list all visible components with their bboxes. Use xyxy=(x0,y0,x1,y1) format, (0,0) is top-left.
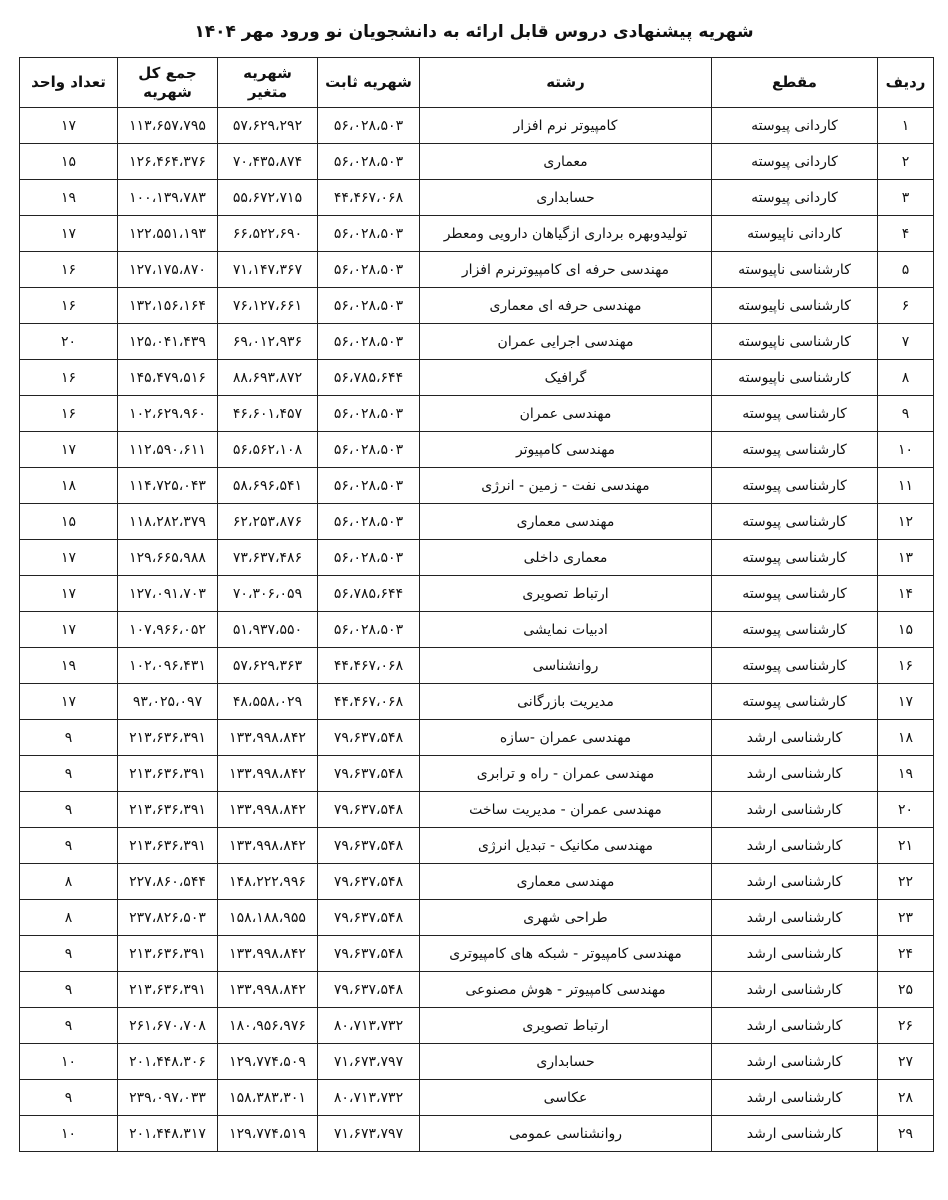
cell-level: کارشناسی ناپیوسته xyxy=(712,288,878,324)
cell-level: کارشناسی پیوسته xyxy=(712,396,878,432)
cell-total-fee: ۲۰۱،۴۴۸،۳۰۶ xyxy=(118,1044,218,1080)
table-row xyxy=(20,288,934,324)
cell-fixed-fee: ۵۶،۰۲۸،۵۰۳ xyxy=(318,432,420,468)
cell-field: معماری xyxy=(420,144,712,180)
cell-total-fee: ۱۲۹،۶۶۵،۹۸۸ xyxy=(118,540,218,576)
table-row xyxy=(20,864,934,900)
cell-fixed-fee: ۷۱،۶۷۳،۷۹۷ xyxy=(318,1044,420,1080)
cell-total-fee: ۱۲۶،۴۶۴،۳۷۶ xyxy=(118,144,218,180)
cell-units: ۹ xyxy=(20,792,118,828)
cell-total-fee: ۱۱۸،۲۸۲،۳۷۹ xyxy=(118,504,218,540)
cell-units: ۱۵ xyxy=(20,144,118,180)
cell-variable-fee: ۵۸،۶۹۶،۵۴۱ xyxy=(218,468,318,504)
cell-field: مهندسی کامپیوتر - هوش مصنوعی xyxy=(420,972,712,1008)
cell-row-number: ۱ xyxy=(878,108,934,144)
cell-total-fee: ۱۲۷،۰۹۱،۷۰۳ xyxy=(118,576,218,612)
cell-fixed-fee: ۵۶،۰۲۸،۵۰۳ xyxy=(318,324,420,360)
cell-row-number: ۹ xyxy=(878,396,934,432)
cell-total-fee: ۱۱۴،۷۲۵،۰۴۳ xyxy=(118,468,218,504)
cell-level: کارشناسی پیوسته xyxy=(712,684,878,720)
cell-row-number: ۱۵ xyxy=(878,612,934,648)
cell-row-number: ۲۳ xyxy=(878,900,934,936)
cell-field: حسابداری xyxy=(420,180,712,216)
cell-level: کارشناسی پیوسته xyxy=(712,648,878,684)
cell-total-fee: ۱۴۵،۴۷۹،۵۱۶ xyxy=(118,360,218,396)
cell-total-fee: ۲۱۳،۶۳۶،۳۹۱ xyxy=(118,936,218,972)
cell-field: روانشناسی xyxy=(420,648,712,684)
cell-variable-fee: ۴۸،۵۵۸،۰۲۹ xyxy=(218,684,318,720)
cell-field: مهندسی معماری xyxy=(420,864,712,900)
cell-row-number: ۷ xyxy=(878,324,934,360)
table-row xyxy=(20,648,934,684)
cell-variable-fee: ۷۰،۳۰۶،۰۵۹ xyxy=(218,576,318,612)
cell-units: ۱۶ xyxy=(20,396,118,432)
cell-fixed-fee: ۷۹،۶۳۷،۵۴۸ xyxy=(318,936,420,972)
cell-total-fee: ۱۰۲،۰۹۶،۴۳۱ xyxy=(118,648,218,684)
table-row xyxy=(20,504,934,540)
cell-variable-fee: ۵۱،۹۳۷،۵۵۰ xyxy=(218,612,318,648)
cell-fixed-fee: ۸۰،۷۱۳،۷۳۲ xyxy=(318,1080,420,1116)
table-row xyxy=(20,900,934,936)
cell-fixed-fee: ۵۶،۰۲۸،۵۰۳ xyxy=(318,540,420,576)
cell-fixed-fee: ۵۶،۰۲۸،۵۰۳ xyxy=(318,288,420,324)
cell-level: کارشناسی پیوسته xyxy=(712,432,878,468)
table-row xyxy=(20,1116,934,1152)
cell-fixed-fee: ۷۹،۶۳۷،۵۴۸ xyxy=(318,792,420,828)
cell-variable-fee: ۶۹،۰۱۲،۹۳۶ xyxy=(218,324,318,360)
cell-total-fee: ۱۲۵،۰۴۱،۴۳۹ xyxy=(118,324,218,360)
cell-units: ۱۸ xyxy=(20,468,118,504)
table-row xyxy=(20,756,934,792)
cell-field: ادبیات نمایشی xyxy=(420,612,712,648)
cell-units: ۸ xyxy=(20,900,118,936)
cell-units: ۹ xyxy=(20,1080,118,1116)
cell-units: ۱۷ xyxy=(20,108,118,144)
cell-row-number: ۸ xyxy=(878,360,934,396)
cell-row-number: ۳ xyxy=(878,180,934,216)
table-row xyxy=(20,216,934,252)
cell-variable-fee: ۱۵۸،۱۸۸،۹۵۵ xyxy=(218,900,318,936)
cell-total-fee: ۲۲۷،۸۶۰،۵۴۴ xyxy=(118,864,218,900)
cell-units: ۱۷ xyxy=(20,684,118,720)
cell-units: ۱۹ xyxy=(20,180,118,216)
cell-level: کارشناسی پیوسته xyxy=(712,576,878,612)
table-row xyxy=(20,180,934,216)
table-row xyxy=(20,828,934,864)
cell-fixed-fee: ۷۹،۶۳۷،۵۴۸ xyxy=(318,756,420,792)
header-units: تعداد واحد xyxy=(20,58,118,108)
cell-variable-fee: ۶۲،۲۵۳،۸۷۶ xyxy=(218,504,318,540)
page-title: شهریه پیشنهادی دروس قابل ارائه به دانشجویان نو ورود مهر ۱۴۰۴ xyxy=(194,22,754,42)
cell-total-fee: ۱۰۰،۱۳۹،۷۸۳ xyxy=(118,180,218,216)
cell-row-number: ۱۹ xyxy=(878,756,934,792)
cell-level: کارشناسی ناپیوسته xyxy=(712,360,878,396)
cell-row-number: ۴ xyxy=(878,216,934,252)
cell-row-number: ۱۲ xyxy=(878,504,934,540)
table-row xyxy=(20,1080,934,1116)
cell-row-number: ۱۰ xyxy=(878,432,934,468)
cell-field: مهندسی عمران -سازه xyxy=(420,720,712,756)
cell-level: کارشناسی ارشد xyxy=(712,828,878,864)
cell-level: کاردانی پیوسته xyxy=(712,108,878,144)
cell-row-number: ۱۳ xyxy=(878,540,934,576)
cell-units: ۱۷ xyxy=(20,540,118,576)
cell-units: ۹ xyxy=(20,936,118,972)
table-row xyxy=(20,432,934,468)
cell-units: ۱۶ xyxy=(20,360,118,396)
cell-field: ارتباط تصویری xyxy=(420,576,712,612)
cell-variable-fee: ۸۸،۶۹۳،۸۷۲ xyxy=(218,360,318,396)
cell-fixed-fee: ۵۶،۷۸۵،۶۴۴ xyxy=(318,360,420,396)
cell-units: ۱۷ xyxy=(20,576,118,612)
cell-total-fee: ۱۱۲،۵۹۰،۶۱۱ xyxy=(118,432,218,468)
cell-total-fee: ۹۳،۰۲۵،۰۹۷ xyxy=(118,684,218,720)
cell-variable-fee: ۱۵۸،۳۸۳،۳۰۱ xyxy=(218,1080,318,1116)
cell-row-number: ۱۱ xyxy=(878,468,934,504)
cell-level: کارشناسی ارشد xyxy=(712,864,878,900)
table-row xyxy=(20,108,934,144)
cell-variable-fee: ۵۷،۶۲۹،۳۶۳ xyxy=(218,648,318,684)
cell-fixed-fee: ۷۹،۶۳۷،۵۴۸ xyxy=(318,972,420,1008)
cell-variable-fee: ۱۳۳،۹۹۸،۸۴۲ xyxy=(218,792,318,828)
cell-field: کامپیوتر نرم افزار xyxy=(420,108,712,144)
table-row xyxy=(20,936,934,972)
table-row xyxy=(20,540,934,576)
cell-fixed-fee: ۵۶،۰۲۸،۵۰۳ xyxy=(318,108,420,144)
cell-field: مهندسی کامپیوتر - شبکه های کامپیوتری xyxy=(420,936,712,972)
cell-total-fee: ۲۱۳،۶۳۶،۳۹۱ xyxy=(118,756,218,792)
cell-row-number: ۶ xyxy=(878,288,934,324)
cell-field: روانشناسی عمومی xyxy=(420,1116,712,1152)
cell-variable-fee: ۱۳۳،۹۹۸،۸۴۲ xyxy=(218,972,318,1008)
header-total-fee: جمع کل شهریه xyxy=(118,58,218,108)
cell-units: ۱۷ xyxy=(20,216,118,252)
cell-fixed-fee: ۵۶،۰۲۸،۵۰۳ xyxy=(318,468,420,504)
cell-fixed-fee: ۵۶،۰۲۸،۵۰۳ xyxy=(318,396,420,432)
header-field: رشته xyxy=(420,58,712,108)
cell-variable-fee: ۵۵،۶۷۲،۷۱۵ xyxy=(218,180,318,216)
cell-total-fee: ۲۱۳،۶۳۶،۳۹۱ xyxy=(118,720,218,756)
cell-field: گرافیک xyxy=(420,360,712,396)
cell-level: کارشناسی ارشد xyxy=(712,1116,878,1152)
cell-row-number: ۲۵ xyxy=(878,972,934,1008)
cell-total-fee: ۱۲۲،۵۵۱،۱۹۳ xyxy=(118,216,218,252)
cell-variable-fee: ۱۲۹،۷۷۴،۵۰۹ xyxy=(218,1044,318,1080)
cell-fixed-fee: ۷۹،۶۳۷،۵۴۸ xyxy=(318,900,420,936)
cell-fixed-fee: ۷۹،۶۳۷،۵۴۸ xyxy=(318,864,420,900)
cell-variable-fee: ۵۷،۶۲۹،۲۹۲ xyxy=(218,108,318,144)
cell-level: کارشناسی ارشد xyxy=(712,792,878,828)
cell-variable-fee: ۶۶،۵۲۲،۶۹۰ xyxy=(218,216,318,252)
cell-fixed-fee: ۵۶،۰۲۸،۵۰۳ xyxy=(318,252,420,288)
cell-row-number: ۲۰ xyxy=(878,792,934,828)
cell-fixed-fee: ۴۴،۴۶۷،۰۶۸ xyxy=(318,684,420,720)
cell-field: مهندسی اجرایی عمران xyxy=(420,324,712,360)
table-row xyxy=(20,684,934,720)
cell-variable-fee: ۷۶،۱۲۷،۶۶۱ xyxy=(218,288,318,324)
cell-total-fee: ۱۰۲،۶۲۹،۹۶۰ xyxy=(118,396,218,432)
cell-field: مهندسی عمران xyxy=(420,396,712,432)
table-row xyxy=(20,252,934,288)
cell-variable-fee: ۱۳۳،۹۹۸،۸۴۲ xyxy=(218,828,318,864)
cell-variable-fee: ۷۰،۴۳۵،۸۷۴ xyxy=(218,144,318,180)
cell-fixed-fee: ۵۶،۰۲۸،۵۰۳ xyxy=(318,504,420,540)
cell-field: مهندسی نفت - زمین - انرژی xyxy=(420,468,712,504)
cell-units: ۱۰ xyxy=(20,1044,118,1080)
cell-row-number: ۲ xyxy=(878,144,934,180)
cell-row-number: ۱۸ xyxy=(878,720,934,756)
cell-units: ۱۹ xyxy=(20,648,118,684)
cell-variable-fee: ۴۶،۶۰۱،۴۵۷ xyxy=(218,396,318,432)
cell-level: کارشناسی ارشد xyxy=(712,1044,878,1080)
cell-field: مهندسی کامپیوتر xyxy=(420,432,712,468)
cell-level: کارشناسی ارشد xyxy=(712,756,878,792)
cell-field: مهندسی عمران - مدیریت ساخت xyxy=(420,792,712,828)
table-row xyxy=(20,792,934,828)
cell-variable-fee: ۷۱،۱۴۷،۳۶۷ xyxy=(218,252,318,288)
cell-field: مهندسی حرفه ای معماری xyxy=(420,288,712,324)
cell-field: عکاسی xyxy=(420,1080,712,1116)
cell-total-fee: ۲۳۷،۸۲۶،۵۰۳ xyxy=(118,900,218,936)
cell-row-number: ۵ xyxy=(878,252,934,288)
cell-level: کارشناسی پیوسته xyxy=(712,540,878,576)
cell-field: طراحی شهری xyxy=(420,900,712,936)
header-row-number: ردیف xyxy=(878,58,934,108)
cell-level: کارشناسی ارشد xyxy=(712,720,878,756)
cell-row-number: ۲۱ xyxy=(878,828,934,864)
cell-units: ۹ xyxy=(20,720,118,756)
cell-field: مهندسی معماری xyxy=(420,504,712,540)
cell-fixed-fee: ۷۱،۶۷۳،۷۹۷ xyxy=(318,1116,420,1152)
cell-units: ۹ xyxy=(20,972,118,1008)
table-row xyxy=(20,324,934,360)
cell-variable-fee: ۵۶،۵۶۲،۱۰۸ xyxy=(218,432,318,468)
cell-total-fee: ۱۳۲،۱۵۶،۱۶۴ xyxy=(118,288,218,324)
table-row xyxy=(20,396,934,432)
cell-variable-fee: ۱۳۳،۹۹۸،۸۴۲ xyxy=(218,720,318,756)
table-header-row xyxy=(20,58,934,108)
cell-row-number: ۲۴ xyxy=(878,936,934,972)
cell-fixed-fee: ۷۹،۶۳۷،۵۴۸ xyxy=(318,720,420,756)
cell-row-number: ۲۲ xyxy=(878,864,934,900)
cell-field: مدیریت بازرگانی xyxy=(420,684,712,720)
table-row xyxy=(20,360,934,396)
cell-variable-fee: ۱۳۳،۹۹۸،۸۴۲ xyxy=(218,756,318,792)
cell-row-number: ۲۸ xyxy=(878,1080,934,1116)
table-body xyxy=(20,108,934,1152)
header-level: مقطع xyxy=(712,58,878,108)
cell-fixed-fee: ۵۶،۰۲۸،۵۰۳ xyxy=(318,216,420,252)
cell-total-fee: ۲۱۳،۶۳۶،۳۹۱ xyxy=(118,828,218,864)
cell-level: کارشناسی ناپیوسته xyxy=(712,252,878,288)
cell-row-number: ۲۹ xyxy=(878,1116,934,1152)
cell-fixed-fee: ۷۹،۶۳۷،۵۴۸ xyxy=(318,828,420,864)
cell-total-fee: ۲۳۹،۰۹۷،۰۳۳ xyxy=(118,1080,218,1116)
cell-total-fee: ۲۱۳،۶۳۶،۳۹۱ xyxy=(118,972,218,1008)
cell-variable-fee: ۷۳،۶۳۷،۴۸۶ xyxy=(218,540,318,576)
cell-units: ۱۶ xyxy=(20,252,118,288)
cell-variable-fee: ۱۸۰،۹۵۶،۹۷۶ xyxy=(218,1008,318,1044)
cell-total-fee: ۱۱۳،۶۵۷،۷۹۵ xyxy=(118,108,218,144)
cell-level: کارشناسی پیوسته xyxy=(712,504,878,540)
table-row xyxy=(20,612,934,648)
cell-fixed-fee: ۴۴،۴۶۷،۰۶۸ xyxy=(318,180,420,216)
table-row xyxy=(20,720,934,756)
cell-units: ۱۰ xyxy=(20,1116,118,1152)
cell-total-fee: ۲۰۱،۴۴۸،۳۱۷ xyxy=(118,1116,218,1152)
cell-field: معماری داخلی xyxy=(420,540,712,576)
cell-units: ۸ xyxy=(20,864,118,900)
cell-total-fee: ۱۰۷،۹۶۶،۰۵۲ xyxy=(118,612,218,648)
cell-level: کارشناسی پیوسته xyxy=(712,612,878,648)
cell-level: کارشناسی ارشد xyxy=(712,1008,878,1044)
cell-field: مهندسی عمران - راه و ترابری xyxy=(420,756,712,792)
cell-field: مهندسی مکانیک - تبدیل انرژی xyxy=(420,828,712,864)
cell-fixed-fee: ۵۶،۰۲۸،۵۰۳ xyxy=(318,612,420,648)
cell-level: کاردانی پیوسته xyxy=(712,180,878,216)
cell-total-fee: ۱۲۷،۱۷۵،۸۷۰ xyxy=(118,252,218,288)
table-row xyxy=(20,468,934,504)
cell-variable-fee: ۱۴۸،۲۲۲،۹۹۶ xyxy=(218,864,318,900)
cell-fixed-fee: ۵۶،۰۲۸،۵۰۳ xyxy=(318,144,420,180)
table-row xyxy=(20,144,934,180)
header-fixed-fee: شهریه ثابت xyxy=(318,58,420,108)
cell-field: حسابداری xyxy=(420,1044,712,1080)
cell-units: ۹ xyxy=(20,1008,118,1044)
cell-level: کارشناسی ارشد xyxy=(712,936,878,972)
cell-variable-fee: ۱۳۳،۹۹۸،۸۴۲ xyxy=(218,936,318,972)
cell-level: کارشناسی ارشد xyxy=(712,900,878,936)
cell-level: کاردانی پیوسته xyxy=(712,144,878,180)
cell-units: ۲۰ xyxy=(20,324,118,360)
cell-variable-fee: ۱۲۹،۷۷۴،۵۱۹ xyxy=(218,1116,318,1152)
cell-fixed-fee: ۸۰،۷۱۳،۷۳۲ xyxy=(318,1008,420,1044)
cell-units: ۱۷ xyxy=(20,612,118,648)
cell-level: کارشناسی ارشد xyxy=(712,1080,878,1116)
tuition-table xyxy=(19,57,934,1152)
table-row xyxy=(20,1044,934,1080)
cell-field: مهندسی حرفه ای کامپیوترنرم افزار xyxy=(420,252,712,288)
cell-units: ۱۶ xyxy=(20,288,118,324)
cell-level: کاردانی ناپیوسته xyxy=(712,216,878,252)
cell-fixed-fee: ۵۶،۷۸۵،۶۴۴ xyxy=(318,576,420,612)
table-row xyxy=(20,576,934,612)
cell-total-fee: ۲۶۱،۶۷۰،۷۰۸ xyxy=(118,1008,218,1044)
cell-row-number: ۱۶ xyxy=(878,648,934,684)
cell-units: ۹ xyxy=(20,756,118,792)
cell-level: کارشناسی پیوسته xyxy=(712,468,878,504)
cell-level: کارشناسی ارشد xyxy=(712,972,878,1008)
cell-level: کارشناسی ناپیوسته xyxy=(712,324,878,360)
cell-row-number: ۲۷ xyxy=(878,1044,934,1080)
cell-row-number: ۱۷ xyxy=(878,684,934,720)
cell-units: ۹ xyxy=(20,828,118,864)
header-variable-fee: شهریه متغیر xyxy=(218,58,318,108)
cell-units: ۱۵ xyxy=(20,504,118,540)
cell-total-fee: ۲۱۳،۶۳۶،۳۹۱ xyxy=(118,792,218,828)
cell-field: ارتباط تصویری xyxy=(420,1008,712,1044)
table-row xyxy=(20,972,934,1008)
cell-field: تولیدوبهره برداری ازگیاهان دارویی ومعطر xyxy=(420,216,712,252)
cell-fixed-fee: ۴۴،۴۶۷،۰۶۸ xyxy=(318,648,420,684)
table-row xyxy=(20,1008,934,1044)
cell-row-number: ۱۴ xyxy=(878,576,934,612)
cell-row-number: ۲۶ xyxy=(878,1008,934,1044)
cell-units: ۱۷ xyxy=(20,432,118,468)
